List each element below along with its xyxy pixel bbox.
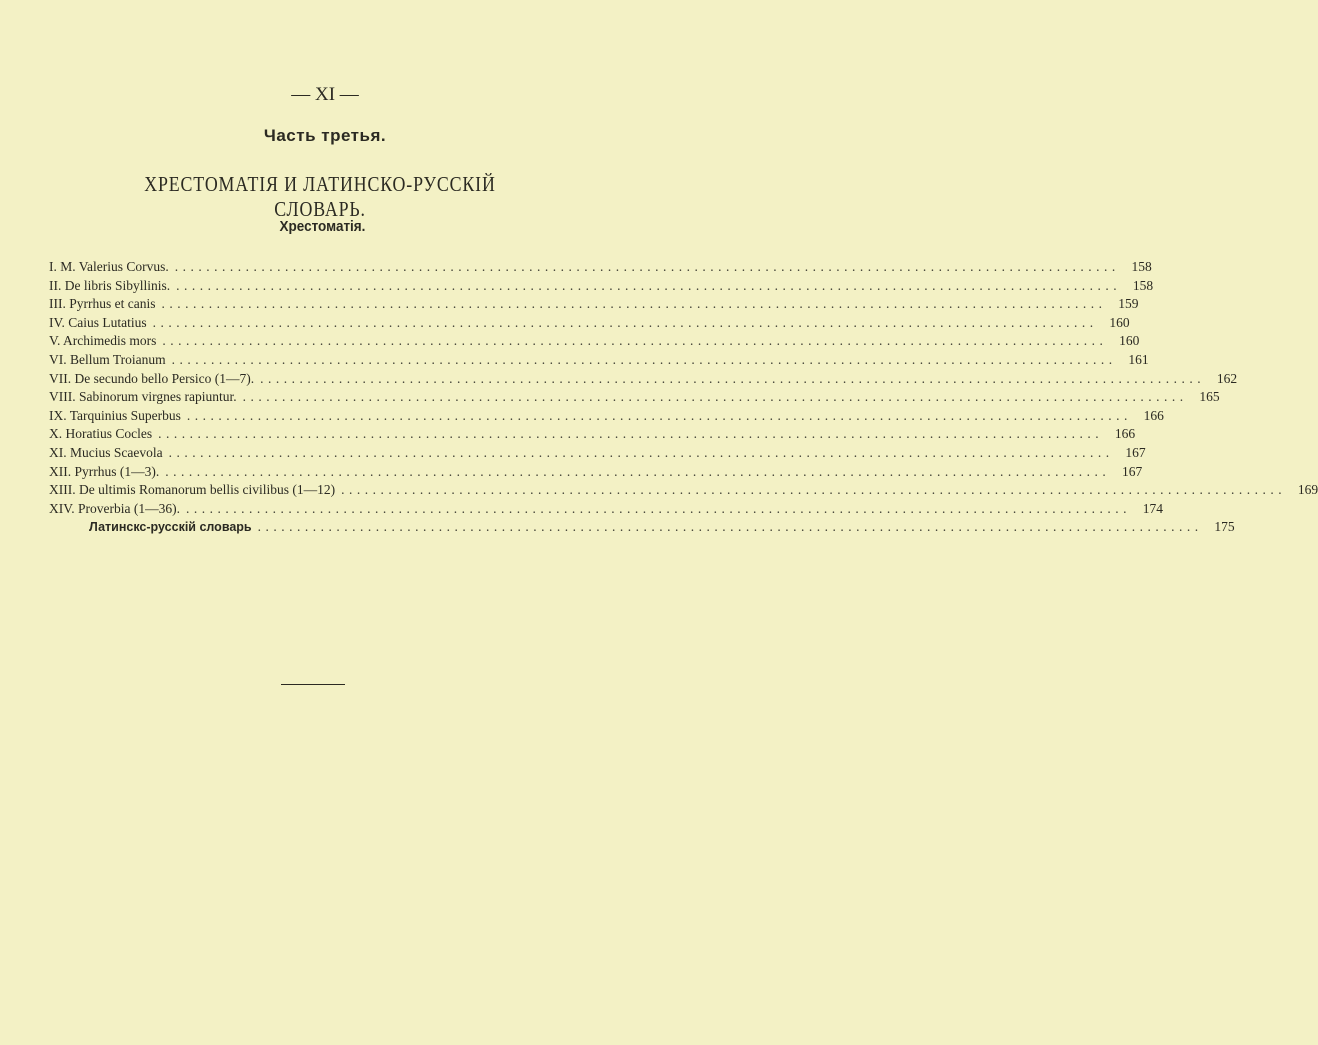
dot-leader: ........................................................................................................................: [242, 389, 1188, 405]
toc-entry: [49, 519, 1235, 538]
toc-entry-title: IV. Caius Lutatius: [49, 314, 147, 330]
toc-entry-page: 165: [1199, 389, 1220, 405]
toc-entry-title: VI. Bellum Troianum: [49, 351, 166, 367]
toc-entry-title: XI. Mucius Scaevola: [49, 444, 163, 460]
toc-entry-page: 167: [1125, 444, 1146, 460]
toc-entry: [49, 333, 1140, 352]
toc-entry-page: 175: [1214, 519, 1235, 535]
toc-entry-page: 167: [1122, 463, 1143, 479]
section-title: ХРЕСТОМАТІЯ И ЛАТИНСКО-РУССКІЙ СЛОВАРЬ.: [144, 172, 496, 221]
dot-leader: ........................................................................................................................: [158, 426, 1104, 442]
dot-leader: ........................................................................................................................: [260, 370, 1206, 386]
toc-entry-title: II. De libris Sibyllinis.: [49, 277, 171, 293]
toc-entry-title: VIII. Sabinorum virgnes rapiuntur.: [49, 389, 237, 405]
toc-entry: [49, 351, 1149, 371]
toc-entry-page: 158: [1131, 259, 1152, 274]
dot-leader: ........................................................................................................................: [161, 296, 1107, 312]
dot-leader: ........................................................................................................................: [257, 519, 1203, 535]
part-title: Часть третья.: [263, 126, 387, 145]
toc-entry-title: III. Pyrrhus et canis: [49, 296, 156, 312]
toc-entry: [49, 407, 1164, 427]
toc-entry-title: X. Horatius Cocles: [49, 426, 153, 442]
toc-entry-title: IX. Tarquinius Superbus: [49, 407, 181, 423]
subsection-title: Хрестоматія.: [279, 218, 366, 235]
toc-entry: [49, 259, 1152, 278]
toc-entry-title: Латинскс-русскій словарь: [89, 520, 252, 535]
dot-leader: ........................................................................................................................: [171, 351, 1117, 367]
toc-entry-title: XIV. Proverbia (1—36).: [49, 500, 180, 516]
toc-entry-title: XII. Pyrrhus (1—3).: [49, 463, 160, 479]
toc-entry: [49, 389, 1220, 408]
dot-leader: ........................................................................................................................: [152, 314, 1098, 330]
toc-entry-title: V. Archimedis mors: [49, 333, 157, 349]
toc-entry-page: 174: [1142, 500, 1163, 516]
toc-entry-page: 161: [1128, 351, 1149, 367]
toc-entry-page: 162: [1216, 370, 1238, 386]
dot-leader: ........................................................................................................................: [176, 277, 1122, 293]
toc-entry: [49, 444, 1146, 464]
toc-entry-page: 159: [1118, 296, 1139, 312]
toc-entry: [49, 426, 1136, 445]
dot-leader: ........................................................................................................................: [168, 444, 1114, 460]
table-of-contents: [49, 259, 1318, 538]
divider-rule: [281, 684, 345, 685]
toc-entry: [49, 482, 1318, 501]
dot-leader: ........................................................................................................................: [341, 482, 1287, 498]
toc-entry-page: 166: [1143, 407, 1164, 423]
dot-leader: ........................................................................................................................: [162, 333, 1108, 349]
toc-entry-title: XIII. De ultimis Romanorum bellis civilibus (1—12): [49, 482, 336, 498]
toc-entry: [49, 277, 1154, 297]
toc-entry: [49, 463, 1143, 483]
toc-entry: [49, 370, 1238, 390]
toc-entry: [49, 296, 1139, 315]
toc-entry: [49, 500, 1163, 520]
toc-entry-page: 169: [1297, 482, 1318, 498]
dot-leader: ........................................................................................................................: [185, 500, 1131, 516]
toc-entry-title: I. M. Valerius Corvus.: [49, 259, 169, 274]
toc-entry-title: VII. De secundo bello Persico (1—7).: [49, 370, 255, 386]
toc-entry-page: 166: [1114, 426, 1136, 442]
dot-leader: ........................................................................................................................: [165, 463, 1111, 479]
toc-entry: [49, 314, 1130, 334]
toc-entry-page: 160: [1119, 333, 1140, 349]
toc-entry-page: 160: [1109, 314, 1130, 330]
toc-entry-page: 158: [1132, 277, 1154, 293]
dot-leader: ........................................................................................................................: [186, 407, 1132, 423]
dot-leader: ........................................................................................................................: [174, 259, 1120, 274]
page-number: — XI —: [291, 84, 359, 105]
